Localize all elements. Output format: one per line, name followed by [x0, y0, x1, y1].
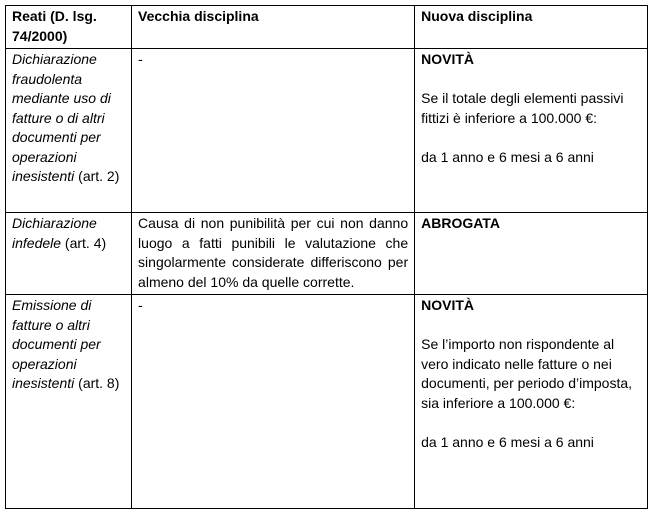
nuova-disciplina-penalty: da 1 anno e 6 mesi a 6 anni [421, 148, 594, 165]
nuova-disciplina-penalty: da 1 anno e 6 mesi a 6 anni [421, 433, 594, 450]
reato-cell [6, 295, 132, 509]
table-row [6, 295, 648, 509]
reato-cell [6, 49, 132, 213]
header-vecchia-disciplina: Vecchia disciplina [132, 6, 415, 49]
nuova-disciplina-title: NOVITÀ [421, 297, 475, 313]
nuova-disciplina-title: ABROGATA [421, 215, 500, 231]
reato-article: (art. 8) [74, 375, 120, 391]
header-nuova-disciplina: Nuova disciplina [415, 6, 648, 49]
reato-name: Emissione di fatture o altri documenti per operazioni inesistenti [12, 297, 101, 391]
reato-article: (art. 2) [74, 168, 120, 184]
nuova-disciplina-cell [415, 213, 648, 295]
table-row [6, 49, 648, 213]
vecchia-disciplina-cell [132, 295, 415, 509]
vecchia-disciplina-text: - [138, 297, 143, 313]
table-header-row [6, 6, 648, 49]
nuova-disciplina-condition: Se l’importo non rispondente al vero indicato nelle fatture o nei documenti, per periodo d’imposta, sia inferiore a 100.000 €: [421, 336, 633, 411]
reato-name: Dichiarazione fraudolenta mediante uso di fatture o di altri documenti per operazioni inesistenti [12, 51, 111, 184]
vecchia-disciplina-cell [132, 213, 415, 295]
reato-name: Dichiarazione infedele [12, 215, 97, 251]
disciplina-comparison-table [5, 5, 648, 509]
vecchia-disciplina-text: - [138, 51, 143, 67]
nuova-disciplina-condition: Se il totale degli elementi passivi fittizi è inferiore a 100.000 €: [421, 90, 624, 126]
vecchia-disciplina-cell [132, 49, 415, 213]
vecchia-disciplina-text: Causa di non punibilità per cui non danno luogo a fatti punibili le valutazione che singolarmente considerate differiscono per almeno del 10% da quelle corrette. [138, 215, 409, 290]
reato-article: (art. 4) [61, 234, 107, 251]
header-reati: Reati (D. lsg. 74/2000) [6, 6, 132, 49]
nuova-disciplina-cell [415, 49, 648, 213]
nuova-disciplina-title: NOVITÀ [421, 51, 475, 67]
reato-cell [6, 213, 132, 295]
table-row [6, 213, 648, 295]
nuova-disciplina-cell [415, 295, 648, 509]
